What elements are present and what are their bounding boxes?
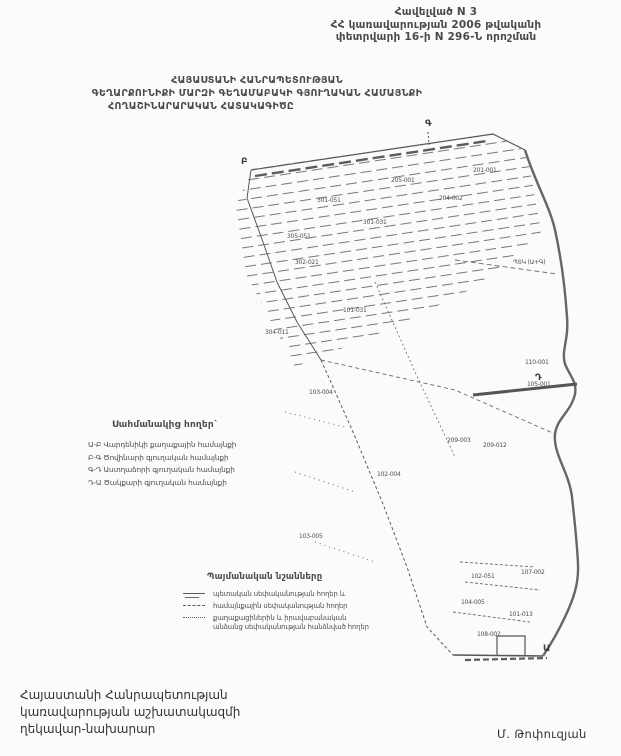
boundary-point-label: Գ: [425, 119, 432, 129]
parcel-label: 305-051: [287, 233, 311, 240]
parcel-label: 209-003: [447, 437, 471, 444]
adjacent-land-item: Բ-Գ Ծովինարի գյուղական համայնքի: [88, 452, 229, 462]
parcel-label: 102-051: [471, 573, 495, 580]
parcel-label: 101-013: [509, 611, 533, 618]
legend-row: [183, 590, 393, 600]
legend-row: [183, 614, 393, 632]
double-line-icon: [183, 591, 207, 600]
adjacent-land-item: Գ-Դ Աստղաձորի գյուղական համայնքի: [88, 465, 235, 474]
legend-label: համայնքային սեփականության հողեր: [213, 602, 348, 610]
parcel-label: 209-012: [483, 442, 507, 449]
parcel-label: 205-001: [391, 177, 415, 184]
title-line-republic: ՀԱՅԱՍՏԱՆԻ ՀԱՆՐԱՊԵՏՈՒԹՅԱՆ: [171, 75, 343, 86]
parcel-label: 201-001: [473, 167, 497, 174]
decree-reference: [318, 6, 554, 44]
parcel-label: 301-051: [317, 197, 341, 204]
boundary-point-label: Բ: [241, 157, 248, 167]
legend-label: պետական սեփականության հողեր և: [213, 590, 346, 598]
issuer-line-2: կառավարության աշխատակազմի: [20, 705, 241, 719]
parcel-label: 304-011: [265, 329, 289, 336]
title-line-community: ԳԵՂԱՐՔՈՒՆԻՔԻ ՄԱՐԶԻ ԳԵՂԱՄԱԲԱԿԻ ԳՅՈՒՂԱԿԱՆ ՀԱՄԱՅՆՔԻ: [91, 88, 423, 99]
parcel-label: 103-004: [309, 389, 333, 396]
parcel-label: 302-021: [295, 259, 319, 266]
adjacent-lands-heading: Սահմանակից հողեր`: [112, 420, 219, 430]
issuer-block: [20, 687, 240, 738]
boundary-point-label: Դ: [535, 373, 542, 383]
parcel-label: 301-031: [363, 219, 387, 226]
parcel-label: 102-004: [377, 471, 401, 478]
parcel-label: 103-005: [299, 533, 323, 540]
legend-label: քաղաքացիներին և իրավաբանական անձանց սեփականության հանձնված հողեր: [213, 614, 369, 631]
adjacent-lands-list: [88, 439, 298, 489]
parcel-label: 104-005: [461, 599, 485, 606]
map-legend-section: [183, 572, 393, 634]
signatory-name: Մ. Թոփուզյան: [497, 727, 587, 741]
legend-rows: [183, 590, 393, 632]
parcel-label: 101-031: [343, 307, 367, 314]
issuer-line-1: Հայաստանի Հանրապետության: [20, 688, 228, 702]
appendix-number: Հավելված N 3: [394, 6, 478, 18]
title-line-plan: ՀՈՂԱՇԻՆԱՐԱՐԱԿԱՆ ՀԱՏԱԿԱԳԻԾԸ: [107, 101, 294, 112]
parcel-label: ՊՏԿ (Ա+Գ): [513, 259, 546, 266]
adjacent-land-item: Ա-Բ Վարդենիկի քաղաքային համայնքի: [88, 440, 237, 449]
parcel-label: 108-002: [477, 631, 501, 638]
dotted-line-icon: [183, 615, 207, 624]
decree-date-number-line: փետրվարի 16-ի N 296-Ն որոշման: [335, 31, 537, 43]
decree-issuer-line: ՀՀ կառավարության 2006 թվականի: [330, 18, 542, 31]
parcel-label: 105-001: [527, 381, 551, 388]
document-title: [52, 74, 462, 113]
adjacent-lands-section: [88, 420, 298, 489]
adjacent-land-item: Դ-Ա Ծակքարի գյուղական համայնքի: [88, 477, 227, 487]
parcel-label: 204-002: [439, 195, 463, 202]
boundary-point-label: Ա: [543, 644, 551, 654]
dashed-line-icon: [183, 603, 207, 612]
parcel-label: 107-002: [521, 569, 545, 576]
issuer-line-3: ղեկավար-նախարար: [20, 722, 156, 736]
legend-row: [183, 602, 393, 612]
legend-heading: Պայմանական նշանները: [207, 572, 323, 582]
parcel-label: 110-001: [525, 359, 549, 366]
